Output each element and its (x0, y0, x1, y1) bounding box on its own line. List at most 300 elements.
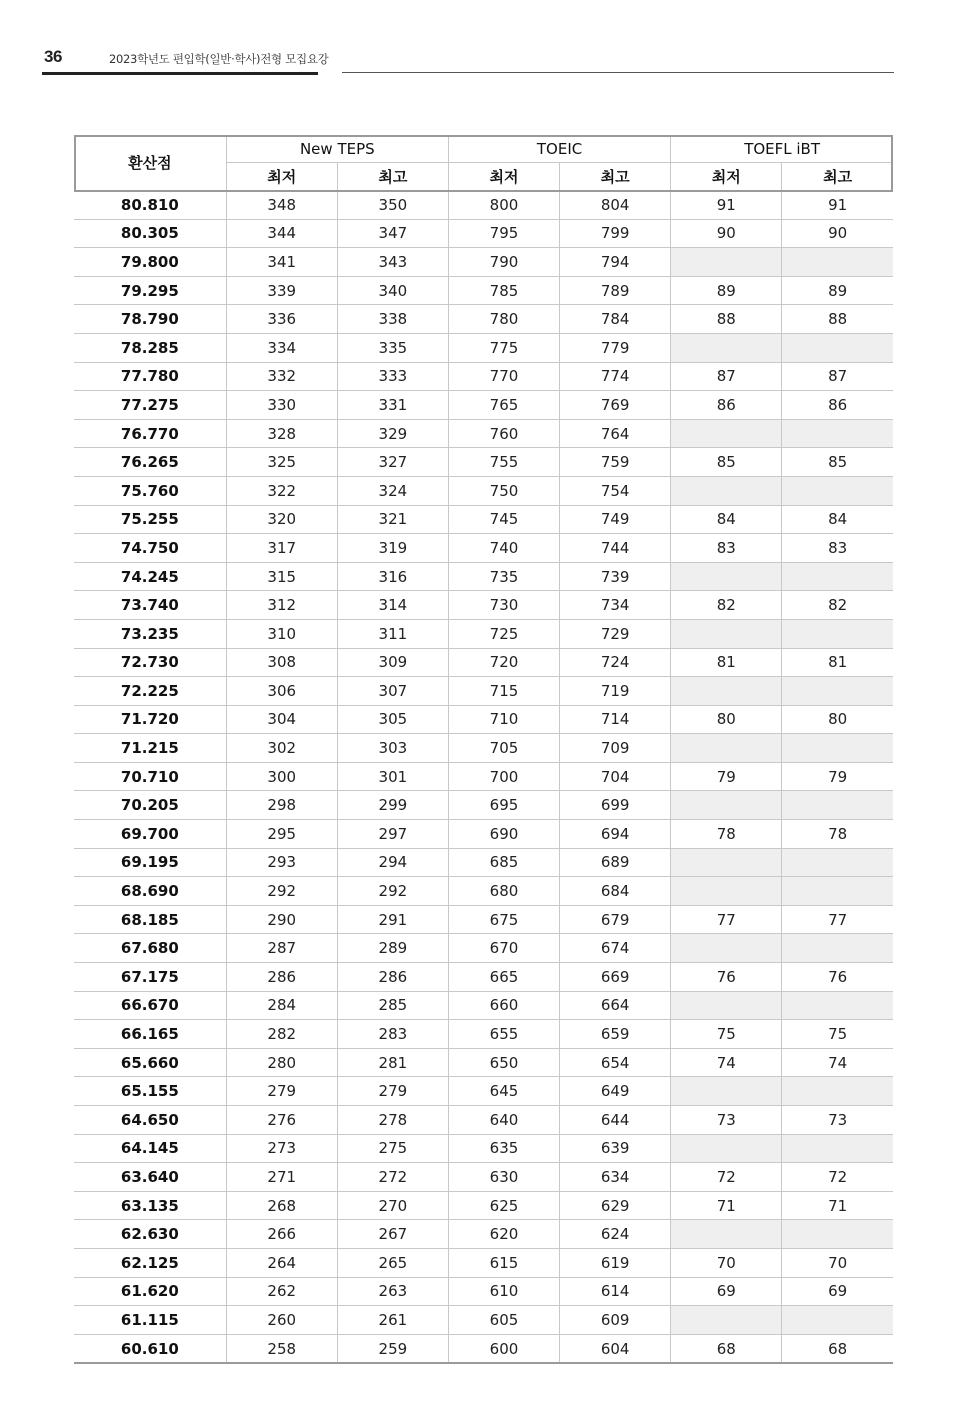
toeic-min-cell: 800 (448, 191, 559, 220)
toeic-max-cell: 774 (560, 362, 671, 391)
score-cell: 76.770 (74, 419, 226, 448)
toeic-max-cell: 669 (560, 963, 671, 992)
teps-max-cell: 297 (337, 820, 448, 849)
teps-max-cell: 291 (337, 905, 448, 934)
teps-min-cell: 348 (226, 191, 337, 220)
toefl-min-cell: 68 (671, 1334, 782, 1363)
table-row (74, 791, 893, 820)
toefl-min-cell: 73 (671, 1106, 782, 1135)
toeic-max-cell: 734 (560, 591, 671, 620)
toefl-min-cell: 75 (671, 1020, 782, 1049)
toefl-ibt-header: TOEFL iBT (671, 135, 893, 163)
table-row (74, 562, 893, 591)
score-cell: 76.265 (74, 448, 226, 477)
toeic-max-cell: 619 (560, 1248, 671, 1277)
teps-max-cell: 265 (337, 1248, 448, 1277)
table-row (74, 1106, 893, 1135)
toeic-max-cell: 759 (560, 448, 671, 477)
toeic-min-cell: 710 (448, 705, 559, 734)
table-row (74, 276, 893, 305)
teps-min-cell: 282 (226, 1020, 337, 1049)
toeic-min-cell: 755 (448, 448, 559, 477)
teps-max-cell: 278 (337, 1106, 448, 1135)
teps-max-cell: 340 (337, 276, 448, 305)
toefl-min-cell: 70 (671, 1248, 782, 1277)
toefl-max-cell: 84 (782, 505, 893, 534)
table-row (74, 1248, 893, 1277)
toefl-max-cell: 78 (782, 820, 893, 849)
teps-max-cell: 321 (337, 505, 448, 534)
toefl-min-cell (671, 734, 782, 763)
teps-max-cell: 335 (337, 333, 448, 362)
score-cell: 70.710 (74, 762, 226, 791)
toeic-max-cell: 699 (560, 791, 671, 820)
toefl-max-cell: 71 (782, 1191, 893, 1220)
toeic-max-cell: 614 (560, 1277, 671, 1306)
teps-min-cell: 258 (226, 1334, 337, 1363)
teps-min-cell: 315 (226, 562, 337, 591)
score-cell: 72.225 (74, 677, 226, 706)
table-row (74, 991, 893, 1020)
toeic-min-cell: 635 (448, 1134, 559, 1163)
toeic-max-cell: 764 (560, 419, 671, 448)
score-cell: 66.165 (74, 1020, 226, 1049)
teps-min-cell: 260 (226, 1306, 337, 1335)
table-row (74, 362, 893, 391)
toeic-min-cell: 620 (448, 1220, 559, 1249)
toeic-min-cell: 705 (448, 734, 559, 763)
toefl-max-cell: 73 (782, 1106, 893, 1135)
table-row (74, 476, 893, 505)
toefl-min-cell (671, 934, 782, 963)
toefl-max-cell (782, 1220, 893, 1249)
teps-max-cell: 259 (337, 1334, 448, 1363)
toeic-max-cell: 654 (560, 1048, 671, 1077)
teps-max-cell: 286 (337, 963, 448, 992)
toeic-min-cell: 670 (448, 934, 559, 963)
toeic-max-cell: 724 (560, 648, 671, 677)
page-number: 36 (44, 47, 62, 66)
toefl-min-cell: 80 (671, 705, 782, 734)
toeic-min-cell: 680 (448, 877, 559, 906)
table-row (74, 1048, 893, 1077)
teps-min-cell: 276 (226, 1106, 337, 1135)
toefl-min-cell: 78 (671, 820, 782, 849)
teps-min-cell: 268 (226, 1191, 337, 1220)
score-cell: 61.620 (74, 1277, 226, 1306)
teps-min-cell: 271 (226, 1163, 337, 1192)
table-row (74, 963, 893, 992)
score-cell: 63.640 (74, 1163, 226, 1192)
teps-max-cell: 299 (337, 791, 448, 820)
teps-max-cell: 331 (337, 391, 448, 420)
toefl-max-cell: 89 (782, 276, 893, 305)
teps-max-cell: 350 (337, 191, 448, 220)
toefl-min-cell (671, 877, 782, 906)
teps-max-cell: 272 (337, 1163, 448, 1192)
teps-max-cell: 283 (337, 1020, 448, 1049)
table-row (74, 1077, 893, 1106)
toeic-min-cell: 690 (448, 820, 559, 849)
score-cell: 65.155 (74, 1077, 226, 1106)
table-row (74, 1163, 893, 1192)
toeic-max-cell: 684 (560, 877, 671, 906)
toefl-min-cell (671, 991, 782, 1020)
toeic-max-header: 최고 (560, 163, 671, 191)
toeic-min-cell: 785 (448, 276, 559, 305)
score-cell: 68.690 (74, 877, 226, 906)
score-cell: 61.115 (74, 1306, 226, 1335)
teps-min-cell: 280 (226, 1048, 337, 1077)
toeic-min-cell: 775 (448, 333, 559, 362)
toeic-min-cell: 675 (448, 905, 559, 934)
toefl-max-cell: 68 (782, 1334, 893, 1363)
teps-min-cell: 317 (226, 534, 337, 563)
teps-min-cell: 295 (226, 820, 337, 849)
toefl-min-cell: 71 (671, 1191, 782, 1220)
teps-min-cell: 298 (226, 791, 337, 820)
table-row (74, 391, 893, 420)
score-cell: 65.660 (74, 1048, 226, 1077)
toefl-min-cell: 74 (671, 1048, 782, 1077)
teps-max-cell: 327 (337, 448, 448, 477)
teps-max-cell: 292 (337, 877, 448, 906)
toeic-min-cell: 735 (448, 562, 559, 591)
score-cell: 69.700 (74, 820, 226, 849)
toefl-min-cell (671, 248, 782, 277)
toeic-max-cell: 754 (560, 476, 671, 505)
toeic-min-cell: 715 (448, 677, 559, 706)
teps-min-cell: 287 (226, 934, 337, 963)
teps-min-cell: 290 (226, 905, 337, 934)
new-teps-min-header: 최저 (226, 163, 337, 191)
toeic-min-cell: 765 (448, 391, 559, 420)
teps-min-cell: 322 (226, 476, 337, 505)
table-row (74, 333, 893, 362)
table-row (74, 820, 893, 849)
score-cell: 77.780 (74, 362, 226, 391)
score-cell: 66.670 (74, 991, 226, 1020)
score-cell: 68.185 (74, 905, 226, 934)
score-cell: 67.175 (74, 963, 226, 992)
toefl-min-cell (671, 1134, 782, 1163)
toefl-max-cell: 79 (782, 762, 893, 791)
toefl-min-cell (671, 848, 782, 877)
table-row (74, 1306, 893, 1335)
teps-min-cell: 266 (226, 1220, 337, 1249)
toeic-min-cell: 640 (448, 1106, 559, 1135)
toefl-max-cell (782, 248, 893, 277)
toefl-min-cell: 83 (671, 534, 782, 563)
score-cell: 64.145 (74, 1134, 226, 1163)
toeic-min-cell: 600 (448, 1334, 559, 1363)
toefl-max-cell: 69 (782, 1277, 893, 1306)
teps-min-cell: 332 (226, 362, 337, 391)
teps-min-cell: 308 (226, 648, 337, 677)
teps-min-cell: 328 (226, 419, 337, 448)
teps-min-cell: 339 (226, 276, 337, 305)
toeic-max-cell: 719 (560, 677, 671, 706)
toefl-min-cell: 87 (671, 362, 782, 391)
teps-min-cell: 262 (226, 1277, 337, 1306)
teps-max-cell: 275 (337, 1134, 448, 1163)
toefl-min-cell (671, 1306, 782, 1335)
table-row (74, 534, 893, 563)
teps-min-cell: 325 (226, 448, 337, 477)
teps-min-cell: 310 (226, 619, 337, 648)
toefl-min-cell: 76 (671, 963, 782, 992)
table-row (74, 1220, 893, 1249)
toeic-min-cell: 625 (448, 1191, 559, 1220)
teps-min-cell: 320 (226, 505, 337, 534)
toeic-max-cell: 769 (560, 391, 671, 420)
teps-max-cell: 294 (337, 848, 448, 877)
toeic-max-cell: 624 (560, 1220, 671, 1249)
teps-max-cell: 316 (337, 562, 448, 591)
toefl-max-cell: 77 (782, 905, 893, 934)
toefl-max-cell (782, 734, 893, 763)
toefl-max-cell: 81 (782, 648, 893, 677)
toefl-min-cell (671, 677, 782, 706)
toefl-min-cell: 89 (671, 276, 782, 305)
teps-max-cell: 338 (337, 305, 448, 334)
teps-max-cell: 285 (337, 991, 448, 1020)
teps-max-cell: 347 (337, 219, 448, 248)
toeic-min-cell: 615 (448, 1248, 559, 1277)
toeic-max-cell: 744 (560, 534, 671, 563)
toeic-max-cell: 794 (560, 248, 671, 277)
score-cell: 79.800 (74, 248, 226, 277)
toefl-max-cell: 91 (782, 191, 893, 220)
toefl-max-cell (782, 677, 893, 706)
table-row (74, 734, 893, 763)
score-cell: 62.125 (74, 1248, 226, 1277)
table-row (74, 591, 893, 620)
toefl-max-cell: 75 (782, 1020, 893, 1049)
toefl-max-cell: 83 (782, 534, 893, 563)
teps-max-cell: 281 (337, 1048, 448, 1077)
teps-max-cell: 319 (337, 534, 448, 563)
toeic-min-cell: 790 (448, 248, 559, 277)
toeic-max-cell: 674 (560, 934, 671, 963)
toeic-min-cell: 655 (448, 1020, 559, 1049)
score-cell: 63.135 (74, 1191, 226, 1220)
score-cell: 73.740 (74, 591, 226, 620)
toeic-max-cell: 739 (560, 562, 671, 591)
page-number-rule (42, 72, 318, 75)
score-cell: 67.680 (74, 934, 226, 963)
teps-max-cell: 343 (337, 248, 448, 277)
teps-min-cell: 264 (226, 1248, 337, 1277)
toefl-min-cell (671, 333, 782, 362)
teps-max-cell: 311 (337, 619, 448, 648)
table-row (74, 648, 893, 677)
header-rule (342, 72, 894, 73)
toeic-max-cell: 629 (560, 1191, 671, 1220)
teps-max-cell: 261 (337, 1306, 448, 1335)
toefl-min-cell (671, 1220, 782, 1249)
teps-max-cell: 263 (337, 1277, 448, 1306)
teps-min-cell: 306 (226, 677, 337, 706)
toeic-min-cell: 685 (448, 848, 559, 877)
toefl-min-cell: 88 (671, 305, 782, 334)
toeic-max-cell: 729 (560, 619, 671, 648)
teps-min-cell: 336 (226, 305, 337, 334)
toefl-max-cell (782, 848, 893, 877)
toefl-min-cell: 77 (671, 905, 782, 934)
toeic-min-cell: 630 (448, 1163, 559, 1192)
score-cell: 79.295 (74, 276, 226, 305)
toeic-min-cell: 605 (448, 1306, 559, 1335)
toeic-header: TOEIC (448, 135, 670, 163)
teps-max-cell: 289 (337, 934, 448, 963)
score-cell: 77.275 (74, 391, 226, 420)
toefl-max-cell (782, 1306, 893, 1335)
table-row (74, 1020, 893, 1049)
score-cell: 74.245 (74, 562, 226, 591)
toeic-min-cell: 700 (448, 762, 559, 791)
toeic-min-cell: 650 (448, 1048, 559, 1077)
teps-max-cell: 270 (337, 1191, 448, 1220)
toeic-max-cell: 644 (560, 1106, 671, 1135)
table-row (74, 905, 893, 934)
table-row (74, 934, 893, 963)
table-row (74, 705, 893, 734)
toefl-max-cell (782, 419, 893, 448)
score-cell: 72.730 (74, 648, 226, 677)
toefl-min-cell (671, 791, 782, 820)
table-header (74, 135, 893, 191)
table-row (74, 505, 893, 534)
teps-max-cell: 307 (337, 677, 448, 706)
toeic-min-cell: 720 (448, 648, 559, 677)
score-column-header: 환산점 (74, 135, 226, 191)
toeic-min-cell: 725 (448, 619, 559, 648)
toefl-min-cell (671, 476, 782, 505)
teps-min-cell: 273 (226, 1134, 337, 1163)
new-teps-header: New TEPS (226, 135, 448, 163)
toeic-min-cell: 770 (448, 362, 559, 391)
score-cell: 73.235 (74, 619, 226, 648)
toefl-max-cell (782, 562, 893, 591)
score-cell: 64.650 (74, 1106, 226, 1135)
toeic-max-cell: 649 (560, 1077, 671, 1106)
toefl-min-cell: 91 (671, 191, 782, 220)
table-row (74, 448, 893, 477)
teps-min-cell: 330 (226, 391, 337, 420)
toeic-min-cell: 795 (448, 219, 559, 248)
toeic-max-cell: 799 (560, 219, 671, 248)
toeic-max-cell: 704 (560, 762, 671, 791)
teps-max-cell: 305 (337, 705, 448, 734)
toefl-min-cell: 79 (671, 762, 782, 791)
toeic-max-cell: 789 (560, 276, 671, 305)
toeic-max-cell: 634 (560, 1163, 671, 1192)
toeic-max-cell: 679 (560, 905, 671, 934)
teps-max-cell: 324 (337, 476, 448, 505)
toeic-min-cell: 745 (448, 505, 559, 534)
toeic-max-cell: 694 (560, 820, 671, 849)
table-row (74, 677, 893, 706)
toefl-max-cell (782, 934, 893, 963)
toeic-max-cell: 749 (560, 505, 671, 534)
toeic-min-cell: 660 (448, 991, 559, 1020)
toefl-max-header: 최고 (782, 163, 893, 191)
teps-max-cell: 309 (337, 648, 448, 677)
table-row (74, 419, 893, 448)
toeic-max-cell: 609 (560, 1306, 671, 1335)
teps-min-cell: 286 (226, 963, 337, 992)
toefl-min-cell: 85 (671, 448, 782, 477)
toefl-max-cell (782, 1134, 893, 1163)
toefl-max-cell (782, 619, 893, 648)
toeic-max-cell: 804 (560, 191, 671, 220)
toefl-min-cell (671, 562, 782, 591)
toeic-min-cell: 645 (448, 1077, 559, 1106)
score-conversion-table (74, 135, 893, 1364)
toefl-max-cell: 76 (782, 963, 893, 992)
teps-min-cell: 341 (226, 248, 337, 277)
teps-min-cell: 344 (226, 219, 337, 248)
toeic-min-cell: 610 (448, 1277, 559, 1306)
teps-max-cell: 329 (337, 419, 448, 448)
teps-min-cell: 302 (226, 734, 337, 763)
score-cell: 80.305 (74, 219, 226, 248)
toeic-max-cell: 689 (560, 848, 671, 877)
score-cell: 75.255 (74, 505, 226, 534)
toeic-max-cell: 714 (560, 705, 671, 734)
table-row (74, 1191, 893, 1220)
toefl-max-cell: 80 (782, 705, 893, 734)
table-row (74, 1334, 893, 1363)
toefl-min-cell: 86 (671, 391, 782, 420)
toefl-min-cell: 90 (671, 219, 782, 248)
teps-max-cell: 301 (337, 762, 448, 791)
teps-max-cell: 267 (337, 1220, 448, 1249)
table-row (74, 619, 893, 648)
toeic-min-cell: 780 (448, 305, 559, 334)
table-row (74, 877, 893, 906)
toefl-max-cell: 74 (782, 1048, 893, 1077)
toefl-max-cell: 82 (782, 591, 893, 620)
score-cell: 69.195 (74, 848, 226, 877)
score-cell: 60.610 (74, 1334, 226, 1363)
toefl-min-cell: 72 (671, 1163, 782, 1192)
toefl-max-cell (782, 476, 893, 505)
toeic-min-cell: 730 (448, 591, 559, 620)
table-row (74, 219, 893, 248)
toefl-max-cell (782, 991, 893, 1020)
toeic-max-cell: 639 (560, 1134, 671, 1163)
toeic-min-header: 최저 (448, 163, 559, 191)
toefl-min-cell: 84 (671, 505, 782, 534)
toeic-max-cell: 604 (560, 1334, 671, 1363)
score-cell: 78.790 (74, 305, 226, 334)
score-cell: 70.205 (74, 791, 226, 820)
toefl-max-cell: 90 (782, 219, 893, 248)
table-body (74, 191, 893, 1364)
toefl-max-cell: 85 (782, 448, 893, 477)
toeic-max-cell: 659 (560, 1020, 671, 1049)
toefl-max-cell (782, 791, 893, 820)
toefl-max-cell: 88 (782, 305, 893, 334)
teps-min-cell: 279 (226, 1077, 337, 1106)
toefl-min-cell (671, 1077, 782, 1106)
toeic-max-cell: 709 (560, 734, 671, 763)
toefl-min-cell: 82 (671, 591, 782, 620)
toefl-max-cell (782, 333, 893, 362)
document-title: 2023학년도 편입학(일반·학사)전형 모집요강 (109, 52, 329, 66)
